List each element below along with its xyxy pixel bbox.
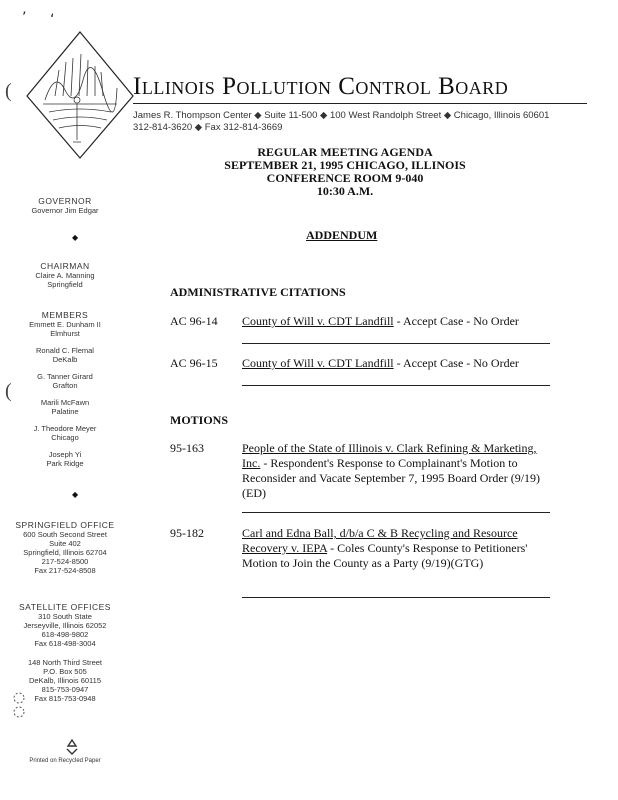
agenda-item <box>242 526 552 571</box>
address-line: James R. Thompson Center ◆ Suite 11-500 ◆ 100 West Randolph Street ◆ Chicago, Illinois 60601 <box>133 110 550 121</box>
vote-line <box>242 512 550 513</box>
agenda-time: 10:30 A.M. <box>316 184 374 198</box>
office-line: DeKalb, Illinois 60115 <box>29 676 101 685</box>
office-line: 815-753-0947 <box>41 685 89 694</box>
header-rule <box>133 103 587 104</box>
office-line: P.O. Box 505 <box>43 667 87 676</box>
item-number: 95-163 <box>170 441 204 455</box>
addendum-heading: ADDENDUM <box>306 228 378 242</box>
member-city: Park Ridge <box>46 459 84 468</box>
sidebar-chairman <box>0 261 130 289</box>
case-title: Carl and Edna Ball, d/b/a C & B Recycling and Resource Recovery v. IEPA <box>242 526 518 555</box>
sidebar-springfield-office <box>0 520 130 575</box>
member-name: Ronald C. Flemal <box>36 346 94 355</box>
office-line: 600 South Second Street <box>23 530 107 539</box>
office-line: 217-524-8500 <box>41 557 89 566</box>
case-title: County of Will v. CDT Landfill <box>242 314 394 328</box>
governor-name: Governor Jim Edgar <box>31 206 99 215</box>
scan-mark: ‘ <box>50 12 55 28</box>
org-name: Illinois Pollution Control Board <box>133 73 509 100</box>
binder-hole-icon <box>8 690 30 720</box>
member-name: Joseph Yi <box>48 450 82 459</box>
vote-line <box>242 385 550 386</box>
vote-line <box>242 597 550 598</box>
recycled-note: Printed on Recycled Paper <box>29 758 101 764</box>
agenda-item <box>242 441 552 501</box>
member-name: J. Theodore Meyer <box>33 424 97 433</box>
member-name: G. Tanner Girard <box>37 372 93 381</box>
office-line: Fax 217-524-8508 <box>34 566 96 575</box>
case-title: County of Will v. CDT Landfill <box>242 356 394 370</box>
agenda-item <box>242 356 552 371</box>
member-city: Elmhurst <box>50 329 80 338</box>
item-number: AC 96-15 <box>170 356 218 370</box>
agenda-title: REGULAR MEETING AGENDA <box>257 145 433 159</box>
scan-mark: ’ <box>22 10 27 26</box>
satellite-heading: SATELLITE OFFICES <box>19 602 111 612</box>
divider-diamond-icon: ◆ <box>72 233 79 242</box>
members-heading: MEMBERS <box>41 310 89 320</box>
member-city: Grafton <box>52 381 78 390</box>
item-number: AC 96-14 <box>170 314 218 328</box>
office-line: 618-498-9802 <box>41 630 89 639</box>
chairman-heading: CHAIRMAN <box>40 261 90 271</box>
agenda-date: SEPTEMBER 21, 1995 CHICAGO, ILLINOIS <box>224 158 466 172</box>
member-name: Emmett E. Dunham II <box>29 320 101 329</box>
agenda-room: CONFERENCE ROOM 9-040 <box>266 171 424 185</box>
agenda-heading <box>170 146 520 198</box>
case-action: - Accept Case - No Order <box>393 314 519 328</box>
address-block <box>133 110 583 134</box>
vote-line <box>242 343 550 344</box>
governor-heading: GOVERNOR <box>38 196 92 206</box>
divider-diamond-icon: ◆ <box>72 490 79 499</box>
item-number: 95-182 <box>170 526 204 540</box>
case-action: - Accept Case - No Order <box>393 356 519 370</box>
office-line: Springfield, Illinois 62704 <box>23 548 107 557</box>
office-line: Jerseyville, Illinois 62052 <box>23 621 107 630</box>
section-admin-citations: ADMINISTRATIVE CITATIONS <box>170 285 346 299</box>
member-name: Marili McFawn <box>40 398 90 407</box>
office-line: Fax 618-498-3004 <box>34 639 96 648</box>
case-action: - Coles County's Response to Petitioners' Motion to Join the County as a Party (9/19)(GTG) <box>242 541 528 570</box>
contact-line: 312-814-3620 ◆ Fax 312-814-3669 <box>133 122 283 133</box>
board-seal-logo-icon <box>25 30 135 160</box>
office-line: 148 North Third Street <box>27 658 103 667</box>
recycle-icon <box>63 738 81 756</box>
case-action: - Respondent's Response to Complainant's Motion to Reconsider and Vacate September 7, 1995 Board Order (9/19)(ED) <box>242 456 541 500</box>
chairman-city: Springfield <box>47 280 83 289</box>
case-title: People of the State of Illinois v. Clark Refining & Marketing, Inc. <box>242 441 537 470</box>
section-motions: MOTIONS <box>170 413 229 427</box>
sidebar-satellite-offices <box>0 602 130 703</box>
office-line: Fax 815-753-0948 <box>34 694 96 703</box>
member-city: Chicago <box>51 433 79 442</box>
office-line: 310 South State <box>38 612 92 621</box>
sidebar-members <box>0 310 130 468</box>
springfield-heading: SPRINGFIELD OFFICE <box>15 520 115 530</box>
chairman-name: Claire A. Manning <box>35 271 95 280</box>
binder-mark: ( <box>5 80 12 102</box>
office-line: Suite 402 <box>49 539 81 548</box>
member-city: Palatine <box>51 407 79 416</box>
binder-mark: ( <box>5 380 12 402</box>
agenda-item <box>242 314 552 329</box>
sidebar-governor <box>0 196 130 215</box>
member-city: DeKalb <box>52 355 78 364</box>
